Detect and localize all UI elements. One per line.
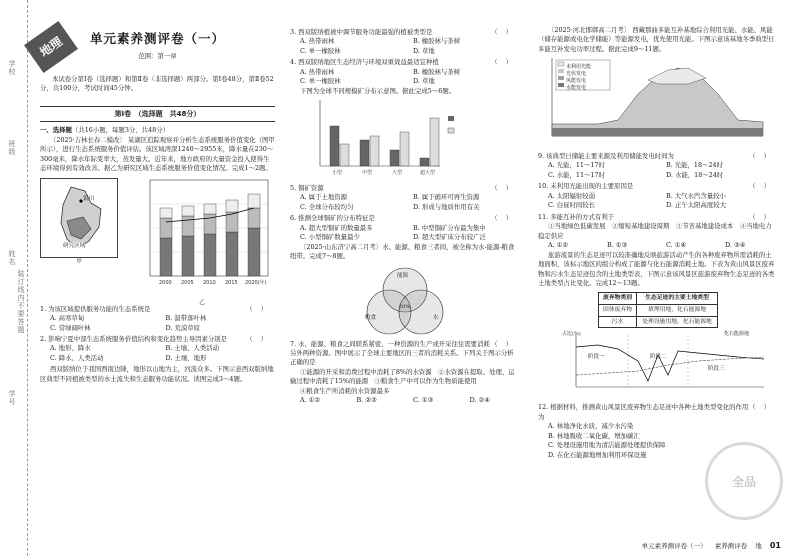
question-10: （） 10. 未利用光能出现的主要原因是 <box>538 182 778 191</box>
svg-text:中型: 中型 <box>362 170 373 177</box>
page-scope: 范围：第一章 <box>138 51 177 60</box>
question-12-option-c: C. 处理设施用地为清洁能源处理提供保障 <box>548 441 666 450</box>
venn-label-energy: 能源 <box>397 272 409 279</box>
footprint-line-svg <box>568 331 768 397</box>
question-12-option-b: B. 林地吸收二氧化碳，增加碳汇 <box>548 431 640 440</box>
question-7: （） 7. 水、能源、粮食之间联系紧密，一种资源的生产或开采往往需要消耗另外两种资源。图中展示了全球主要地区的三者的消耗关系。下列关于图示分析正确的是 <box>290 339 520 367</box>
line-y-label: 占比(%) <box>562 331 581 338</box>
question-1-options: A. 高寒草甸 B. 温带落叶林 C. 常绿阔叶林 D. 荒漠草原 <box>50 314 207 332</box>
copper-mine-chart <box>290 96 510 178</box>
table-row: 污水 处理设施用地，化石能源地 <box>599 316 718 328</box>
bar-chart-caption: 乙 <box>199 300 205 307</box>
binding-label-name: 姓名 <box>8 250 16 266</box>
question-6: （） 6. 推测全球铜矿的分布特征是 <box>290 214 520 223</box>
subject-tag: 地理 <box>24 21 78 73</box>
question-11: （） 11. 多能互补的方式有利于 <box>538 212 778 221</box>
question-12: （） 12. 根据材料，推测黄山风景区废弃物生态足迹中各种土地类型变化的作用为 <box>538 403 778 421</box>
map-caption: 甲 <box>76 258 82 265</box>
region-map <box>40 178 118 258</box>
service-bar-svg <box>132 178 272 296</box>
question-2-options: A. 地形、降水 B. 土壤、人类活动 C. 降水、人类活动 D. 土壤、地形 <box>50 344 219 362</box>
page-title: 单元素养测评卷（一） <box>89 31 225 46</box>
question-12-option-a: A. 林地净化水质，减少水污染 <box>548 422 634 431</box>
question-9-options: A. 光能，11～17时 B. 光能，18～24时 C. 水能，11～17时 D. 水能，18～24时 <box>548 161 724 179</box>
svg-text:大型: 大型 <box>392 170 403 177</box>
question-11-options: A. ①② B. ①③ C. ①④ D. ③④ <box>548 241 746 250</box>
table-head-landtype: 生态足迹的主要土地类型 <box>637 293 718 305</box>
question-9: （） 9. 该典型日储能主要来源及利用储能发电时间为 <box>538 151 778 160</box>
svg-text:2005: 2005 <box>181 279 194 286</box>
passage-4: 〔2025·山东济宁高二月考〕水、能源、粮食三者间，被全称为水-能源-粮食纽带。完成7～8题。 <box>290 242 515 261</box>
figure-row-1 <box>40 178 275 307</box>
passage-2: 西双版纳位于我国西南边陲，地形以山地为主，河流众多。下图示意西双版纳地区典型不同植被类型的水土流失和生态服务功能状况。读图完成3～4题。 <box>40 365 274 383</box>
passage-6: 旅游流景的生态足迹可以较准确地反映旅游活动产生的各种废弃物所需消耗的土地面积，该标示地区的组分构成了能源与化石能源消耗土地。下表为黄山风景区废弃物和污水生态足迹包含的土地类型表，下图示意该风景区旅游废弃物生态足迹的各类土地类型占比变化。完成12～13题。 <box>538 250 775 287</box>
venn-label-water: 水 <box>433 314 439 321</box>
question-7-options: A. ①② B. ②③ C. ①③ D. ②④ <box>300 396 490 405</box>
svg-text:超大型: 超大型 <box>420 170 436 177</box>
svg-text:2000: 2000 <box>159 279 172 286</box>
question-3-options: A. 热带雨林 B. 橡胶林与茶树 C. 单一橡胶林 D. 草地 <box>300 37 461 55</box>
question-2: （） 2. 影响宁夏中部生态系统服务价值结构和变化趋势主导因素分别是 <box>40 335 275 344</box>
part1-header: 第Ⅰ卷 （选择题 共48分） <box>40 106 275 122</box>
question-10-options: A. 太阳辐射较弱 B. 大气水汽含量较小 C. 白昼时间较长 D. 正午太阳高度较大 <box>548 191 727 210</box>
table-row: 固体废弃物 填埋用地，化石能源地 <box>599 305 718 317</box>
question-5-options: A. 属于土地资源 B. 属于循环可再生资源 C. 全球分布较均匀 D. 形成与地质作用有关 <box>300 193 480 211</box>
passage-5: 〔2025·河北邯郸高二月考〕 西藏那曲多能互补基地综合利用光能、水能、风能（储存能源或电化学储能）等能源发电，优先使用光能。下图示意该基地冬季典型日多能互补发电功率过程。据此完成9～11题。 <box>538 26 775 53</box>
legend-pv: 光伏发电 <box>566 70 587 77</box>
footprint-line-chart <box>538 331 778 401</box>
map-label-study-area: 研究区域 <box>63 242 86 249</box>
column-2 <box>290 0 520 556</box>
question-4: （） 4. 西双版纳地区生态经济与环境双重效益最适宜种植 <box>290 58 520 67</box>
stage-2-label: 阶段二 <box>650 354 667 361</box>
section-heading: 一、选择题（共16小题，每题3分，共48分） <box>40 126 169 135</box>
question-1: （） 1. 为该区域提供服务功能的生态系统是 <box>40 304 275 313</box>
line-legend-fossil: 化石能源地 <box>724 331 750 338</box>
binding-label-school: 学校 <box>8 60 16 76</box>
svg-text:2015: 2015 <box>225 279 238 286</box>
svg-text:小型: 小型 <box>332 170 343 177</box>
footer-subject: 地 <box>755 542 762 550</box>
legend-unused: 未利用光能 <box>566 63 592 70</box>
passage-3: 下图为全球不同规模矿分布示意图。据此完成5～6题。 <box>300 86 456 95</box>
service-bar-chart <box>132 178 272 307</box>
binding-note: 装订线内不要答题 <box>17 270 25 334</box>
page-footer <box>642 541 781 550</box>
publisher-stamp: 全品 <box>705 442 783 520</box>
binding-label-class: 班级 <box>8 140 16 156</box>
question-7-items-2: ④粮食生产所消耗的水资源最多 <box>300 386 390 395</box>
question-7-items-1: ①能源的开采和消费过程中消耗了8%的水资源 ②水资源在提取、处理、运输过程中消耗了15%的能源 ③粮食生产中可以作为生物质能使用 <box>290 367 515 386</box>
question-11-items: ①当地绿色低碳发展 ②缩短基地建设周期 ③节省基地建设成本 ④当地电力稳定供应 <box>538 222 772 240</box>
power-legend <box>566 64 778 150</box>
footer-book: 素养测评卷 <box>714 542 748 550</box>
svg-text:2010: 2010 <box>203 279 216 286</box>
footer-unit: 单元素养测评卷（一） <box>641 542 707 550</box>
legend-hydro: 水能发电 <box>566 84 587 91</box>
binding-strip <box>0 0 28 556</box>
footprint-table <box>598 292 718 328</box>
exam-intro: 本试卷分第Ⅰ卷（选择题）和第Ⅱ卷（非选择题）两部分。第Ⅰ卷48分，第Ⅱ卷52分，共100分，考试时间45分钟。 <box>40 74 274 93</box>
page-number: 01 <box>769 541 781 550</box>
column-1 <box>40 0 275 556</box>
binding-label-id: 学号 <box>8 390 16 406</box>
map-label-yinchuan: 银川 <box>83 195 95 202</box>
stage-3-label: 阶段三 <box>708 366 725 373</box>
stage-1-label: 阶段一 <box>588 354 605 361</box>
question-3: （） 3. 西双版纳植被中调节服务功能最强的植被类型是 <box>290 28 520 36</box>
venn-diagram <box>345 264 465 338</box>
svg-text:2020(年): 2020(年) <box>245 279 267 286</box>
venn-center-value: 20% <box>399 303 411 310</box>
venn-label-food: 粮食 <box>365 314 377 321</box>
question-4-options: A. 热带雨林 B. 橡胶林与茶树 C. 单一橡胶林 D. 草地 <box>300 67 461 86</box>
question-6-options: A. 超大型铜矿的数量最多 B. 中型铜矿分布最为集中 C. 小型铜矿数量最少 D. 超大型矿床分布较广泛 <box>300 223 486 242</box>
question-5: （） 5. 铜矿资源 <box>290 183 520 192</box>
passage-1: 〔2025·吉林长春二模改〕 某湖区追踪观察并分析生态系统服务价值变化（图甲所示），进行生态系统服务价值评估。该区域湾深1240～2955米，降水量在230～300毫米，降水年际变率大，蒸发量大。近年来，地方政府的大量资金投入使得生态环境得到有效改善。据乙为研究区域生态系统服务价值变化情况。完成1～2题。 <box>40 135 275 173</box>
legend-wind: 风能发电 <box>566 77 587 84</box>
question-12-option-d: D. 在化石能源地增加利用环保设施 <box>548 450 647 459</box>
table-head-category: 废弃物类别 <box>599 293 637 305</box>
